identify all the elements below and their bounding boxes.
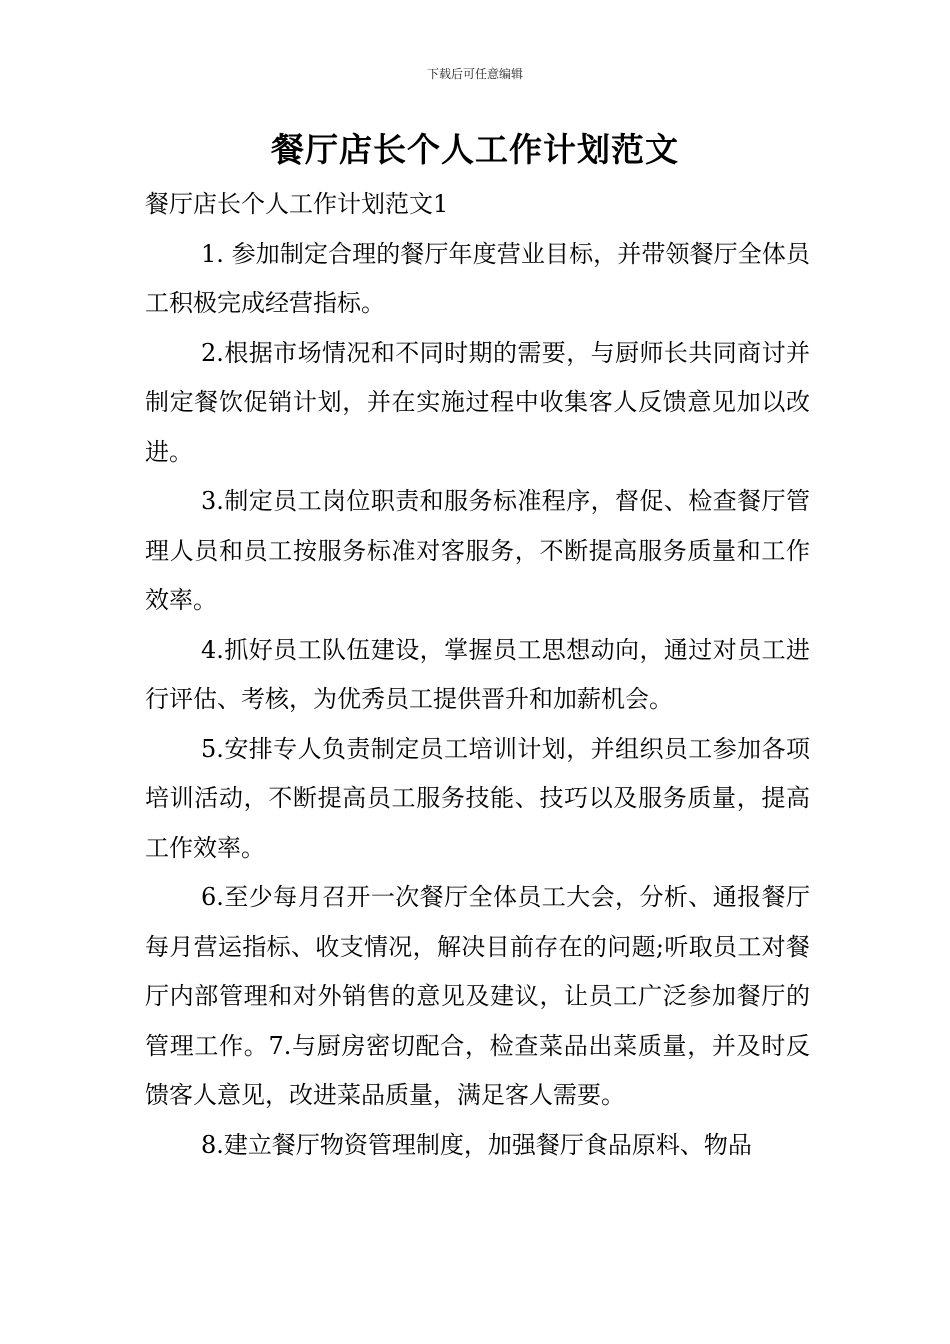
paragraph-5: 5.安排专人负责制定员工培训计划，并组织员工参加各项培训活动，不断提高员工服务技能、技巧以及服务质量，提高工作效率。 bbox=[145, 734, 810, 862]
paragraph-6: 6.至少每月召开一次餐厅全体员工大会，分析、通报餐厅每月营运指标、收支情况，解决目前存在的问题;听取员工对餐厅内部管理和对外销售的意见及建议，让员工广泛参加餐厅的管理工作。7.与厨房密切配合，检查菜品出菜质量，并及时反馈客人意见，改进菜品质量，满足客人需要。 bbox=[145, 883, 810, 1109]
paragraph-7: 8.建立餐厅物资管理制度，加强餐厅食品原料、物品 bbox=[201, 1130, 752, 1159]
paragraph-2: 2.根据市场情况和不同时期的需要，与厨师长共同商讨并制定餐饮促销计划，并在实施过程中收集客人反馈意见加以改进。 bbox=[145, 338, 810, 466]
section-heading: 餐厅店长个人工作计划范文1 bbox=[145, 190, 449, 218]
paragraph-4: 4.抓好员工队伍建设，掌握员工思想动向，通过对员工进行评估、考核，为优秀员工提供晋升和加薪机会。 bbox=[145, 635, 810, 713]
paragraph-1: 1. 参加制定合理的餐厅年度营业目标，并带领餐厅全体员工积极完成经营指标。 bbox=[145, 239, 810, 317]
header-note: 下载后可任意编辑 bbox=[426, 67, 523, 81]
document-title: 餐厅店长个人工作计划范文 bbox=[271, 130, 679, 169]
document-body bbox=[145, 180, 810, 1170]
paragraph-3: 3.制定员工岗位职责和服务标准程序，督促、检查餐厅管理人员和员工按服务标准对客服务，不断提高服务质量和工作效率。 bbox=[145, 487, 810, 614]
